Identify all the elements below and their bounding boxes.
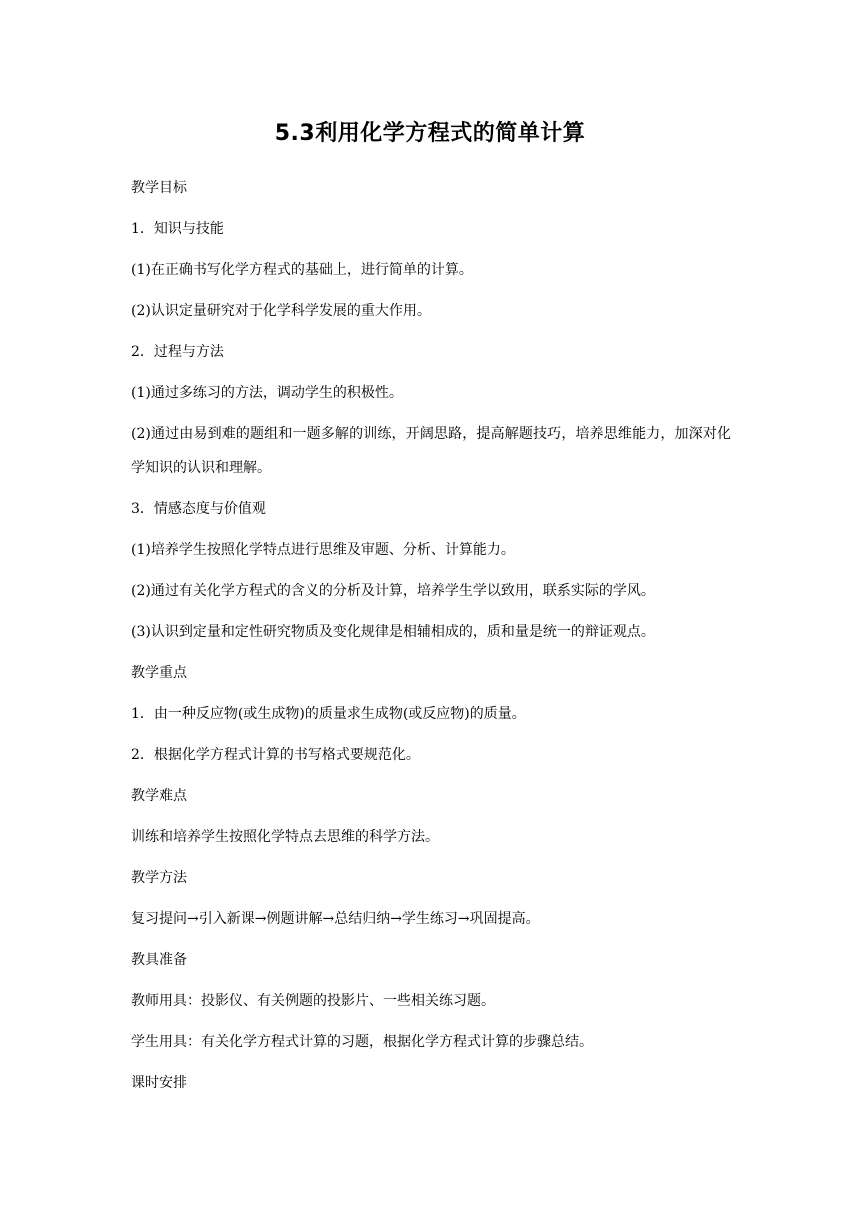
subheading-process-methods: 2．过程与方法 [131, 344, 224, 360]
paragraph: (1)在正确书写化学方程式的基础上，进行简单的计算。 [131, 262, 473, 278]
paragraph: 复习提问→引入新课→例题讲解→总结归纳→学生练习→巩固提高。 [131, 911, 540, 927]
section-heading-key-points: 教学重点 [131, 665, 187, 681]
paragraph: 学生用具：有关化学方程式计算的习题，根据化学方程式计算的步骤总结。 [131, 1034, 593, 1050]
section-heading-schedule: 课时安排 [131, 1075, 187, 1091]
document-body [131, 168, 731, 1104]
paragraph: 1．由一种反应物(或生成物)的质量求生成物(或反应物)的质量。 [131, 706, 526, 722]
paragraph-multiline: (2)通过由易到难的题组和一题多解的训练，开阔思路，提高解题技巧，培养思维能力，加深对化学知识的认识和理解。 [131, 426, 731, 476]
section-heading-methods: 教学方法 [131, 870, 187, 886]
paragraph: 训练和培养学生按照化学特点去思维的科学方法。 [131, 829, 439, 845]
paragraph: (1)培养学生按照化学特点进行思维及审题、分析、计算能力。 [131, 542, 515, 558]
section-heading-objectives: 教学目标 [131, 180, 187, 196]
section-heading-teaching-aids: 教具准备 [131, 952, 187, 968]
paragraph: 教师用具：投影仪、有关例题的投影片、一些相关练习题。 [131, 993, 495, 1009]
paragraph: (3)认识到定量和定性研究物质及变化规律是相辅相成的，质和量是统一的辩证观点。 [131, 624, 655, 640]
page-title: 5.3利用化学方程式的简单计算 [274, 121, 586, 146]
section-heading-difficulties: 教学难点 [131, 788, 187, 804]
paragraph: (2)认识定量研究对于化学科学发展的重大作用。 [131, 303, 431, 319]
subheading-knowledge-skills: 1．知识与技能 [131, 221, 224, 237]
subheading-attitude-values: 3．情感态度与价值观 [131, 501, 266, 517]
paragraph: 2．根据化学方程式计算的书写格式要规范化。 [131, 747, 420, 763]
paragraph: (1)通过多练习的方法，调动学生的积极性。 [131, 385, 403, 401]
paragraph: (2)通过有关化学方程式的含义的分析及计算，培养学生学以致用，联系实际的学风。 [131, 583, 655, 599]
